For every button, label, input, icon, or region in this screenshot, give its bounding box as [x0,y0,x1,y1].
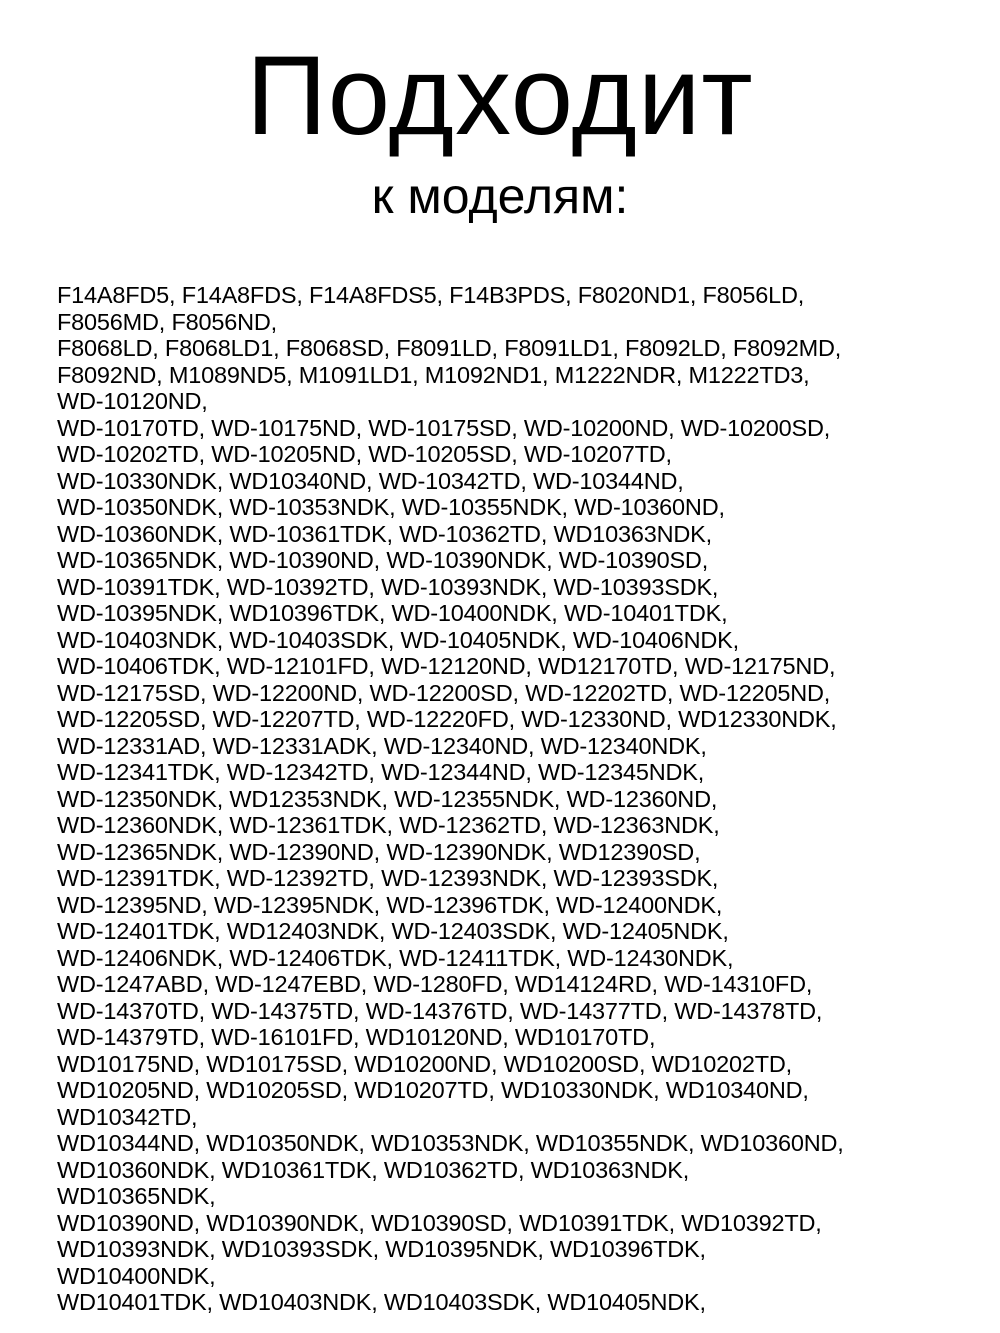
model-list-line: WD10344ND, WD10350NDK, WD10353NDK, WD10355NDK, WD10360ND, [57,1130,844,1156]
model-list-line: WD-12401TDK, WD12403NDK, WD-12403SDK, WD-12405NDK, [57,918,729,944]
model-list-line: WD10205ND, WD10205SD, WD10207TD, WD10330NDK, WD10340ND, [57,1077,809,1103]
model-list-line: WD10390ND, WD10390NDK, WD10390SD, WD10391TDK, WD10392TD, [57,1209,822,1236]
model-list-line: F14A8FD5, F14A8FDS, F14A8FDS5, F14B3PDS, F8020ND1, F8056LD, [57,282,805,308]
model-list-line: WD-12406NDK, WD-12406TDK, WD-12411TDK, WD-12430NDK, [57,944,734,971]
model-list-line: WD-10360NDK, WD-10361TDK, WD-10362TD, WD10363NDK, [57,520,712,547]
model-list-line: WD-10365NDK, WD-10390ND, WD-10390NDK, WD-10390SD, [57,547,709,573]
model-list-line: WD-12391TDK, WD-12392TD, WD-12393NDK, WD-12393SDK, [57,865,719,891]
model-list-line: WD-12395ND, WD-12395NDK, WD-12396TDK, WD-12400NDK, [57,891,723,918]
model-list-line: WD-10391TDK, WD-10392TD, WD-10393NDK, WD-10393SDK, [57,573,719,600]
model-list-line: WD-10350NDK, WD-10353NDK, WD-10355NDK, WD-10360ND, [57,494,725,520]
model-list-line: WD-10395NDK, WD10396TDK, WD-10400NDK, WD-10401TDK, [57,600,728,626]
model-list-line: WD-10120ND, [57,388,208,414]
model-list-line: WD10393NDK, WD10393SDK, WD10395NDK, WD10396TDK, [57,1236,706,1262]
model-list-line: WD10400NDK, [57,1262,216,1289]
model-list-line: WD10365NDK, [57,1183,216,1209]
compatible-models-list [57,282,997,1316]
model-list-line: WD-12205SD, WD-12207TD, WD-12220FD, WD-12330ND, WD12330NDK, [57,706,837,732]
page-title: Подходит [246,33,754,158]
model-list-line: WD-10406TDK, WD-12101FD, WD-12120ND, WD12170TD, WD-12175ND, [57,653,836,679]
model-list-line: WD-12331AD, WD-12331ADK, WD-12340ND, WD-12340NDK, [57,732,707,759]
model-list-line: WD-10202TD, WD-10205ND, WD-10205SD, WD-10207TD, [57,441,672,467]
model-list-line: WD10360NDK, WD10361TDK, WD10362TD, WD10363NDK, [57,1156,690,1183]
model-list-line: WD10175ND, WD10175SD, WD10200ND, WD10200SD, WD10202TD, [57,1050,792,1077]
model-list-line: WD10342TD, [57,1103,198,1130]
model-list-line: WD-14370TD, WD-14375TD, WD-14376TD, WD-14377TD, WD-14378TD, [57,997,823,1024]
model-list-line: WD-10170TD, WD-10175ND, WD-10175SD, WD-10200ND, WD-10200SD, [57,414,831,441]
model-list-line: WD-14379TD, WD-16101FD, WD10120ND, WD10170TD, [57,1024,656,1050]
model-list-line: F8068LD, F8068LD1, F8068SD, F8091LD, F8091LD1, F8092LD, F8092MD, [57,335,842,361]
model-list-line: WD-1247ABD, WD-1247EBD, WD-1280FD, WD14124RD, WD-14310FD, [57,971,813,997]
model-list-line: WD-12365NDK, WD-12390ND, WD-12390NDK, WD12390SD, [57,838,701,865]
page-subtitle: к моделям: [371,168,629,224]
model-list-line: WD-10330NDK, WD10340ND, WD-10342TD, WD-10344ND, [57,467,684,494]
model-list-line: WD-12341TDK, WD-12342TD, WD-12344ND, WD-12345NDK, [57,759,705,785]
model-list-line: F8056MD, F8056ND, [57,308,277,335]
model-list-line: WD10401TDK, WD10403NDK, WD10403SDK, WD10405NDK, [57,1289,706,1315]
model-list-line: F8092ND, M1089ND5, M1091LD1, M1092ND1, M1222NDR, M1222TD3, [57,361,810,388]
model-list-line: WD-12360NDK, WD-12361TDK, WD-12362TD, WD-12363NDK, [57,812,720,838]
model-list-line: WD-12350NDK, WD12353NDK, WD-12355NDK, WD-12360ND, [57,785,718,812]
model-list-line: WD-12175SD, WD-12200ND, WD-12200SD, WD-12202TD, WD-12205ND, [57,679,831,706]
model-list-line: WD-10403NDK, WD-10403SDK, WD-10405NDK, WD-10406NDK, [57,626,739,653]
